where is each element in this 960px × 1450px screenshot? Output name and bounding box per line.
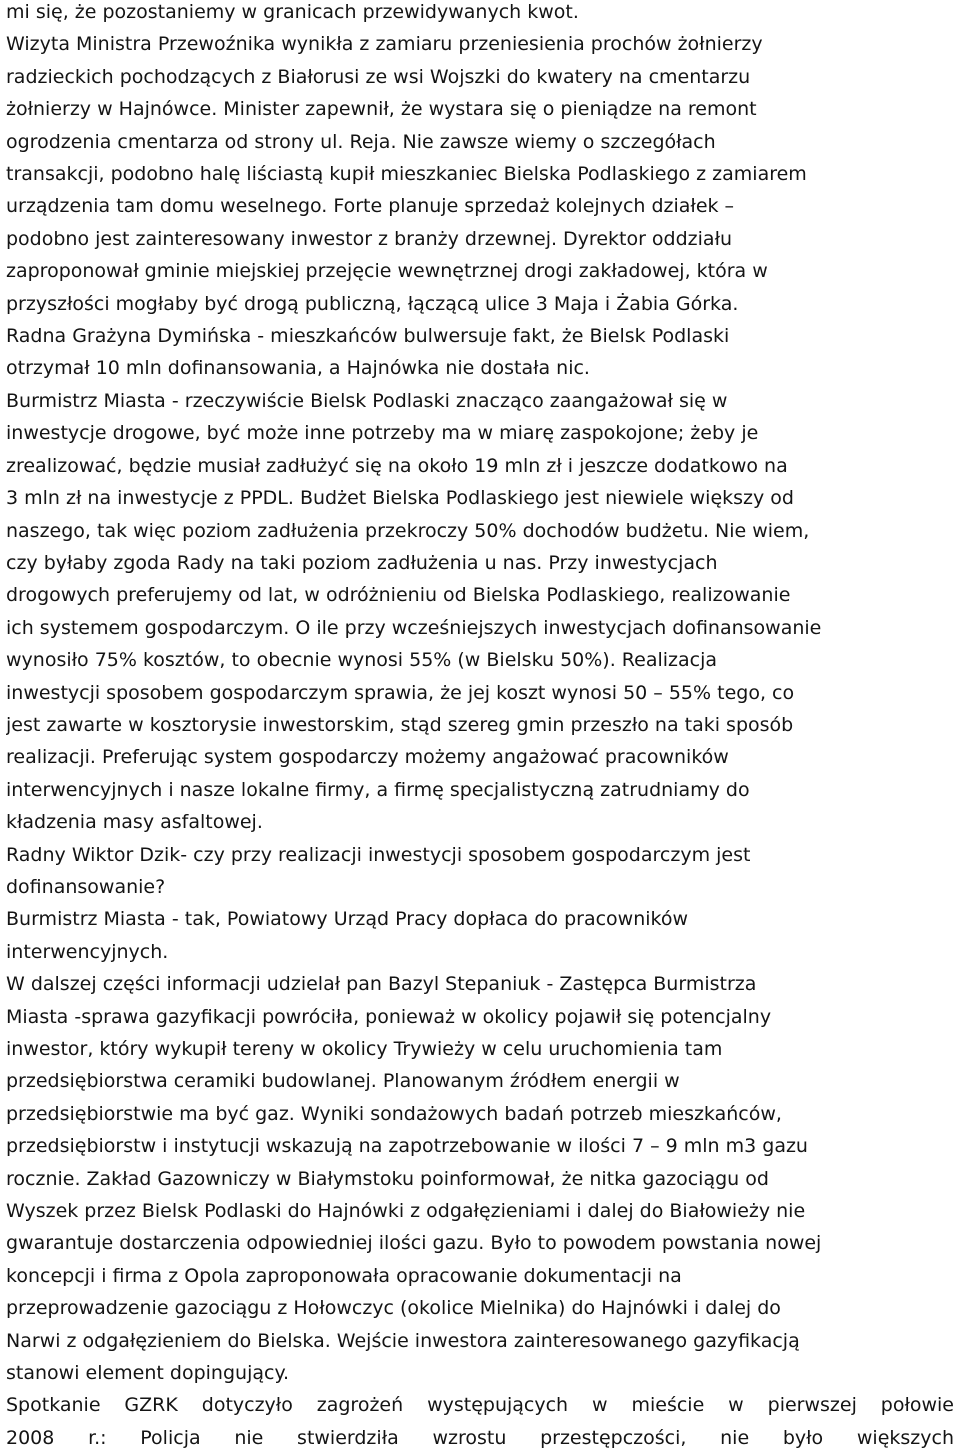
text-line-18: czy byłaby zgoda Rady na taki poziom zadłużenia u nas. Przy inwestycjach [6, 551, 718, 574]
text-line-15: zrealizować, będzie musiał zadłużyć się na około 19 mln zł i jeszcze dodatkowo na [6, 454, 788, 477]
text-line-30: interwencyjnych. [6, 940, 169, 963]
text-line-41: przeprowadzenie gazociągu z Hołowczyc (okolice Mielnika) do Hajnówki i dalej do [6, 1297, 781, 1320]
text-line-2: Wizyta Ministra Przewoźnika wynikła z zamiaru przeniesienia prochów żołnierzy [6, 33, 763, 56]
text-line-22: inwestycji sposobem gospodarczym sprawia, że jej koszt wynosi 50 – 55% tego, co [6, 681, 795, 704]
text-line-38: Wyszek przez Bielsk Podlaski do Hajnówki z odgałęzieniami i dalej do Białowieży nie [6, 1200, 806, 1223]
text-line-19: drogowych preferujemy od lat, w odróżnieniu od Bielska Podlaskiego, realizowanie [6, 584, 791, 607]
text-line-43: stanowi element dopingujący. [6, 1362, 290, 1385]
text-line-3: radzieckich pochodzących z Białorusi ze wsi Wojszki do kwatery na cmentarzu [6, 65, 751, 88]
text-line-20: ich systemem gospodarczym. O ile przy wcześniejszych inwestycjach dofinansowanie [6, 616, 822, 639]
text-line-11: Radna Grażyna Dymińska - mieszkańców bulwersuje fakt, że Bielsk Podlaski [6, 325, 730, 348]
text-line-6: transakcji, podobno halę liściastą kupił mieszkaniec Bielska Podlaskiego z zamiarem [6, 163, 807, 186]
text-line-31: W dalszej części informacji udzielał pan Bazyl Stepaniuk - Zastępca Burmistrza [6, 973, 757, 996]
text-line-25: interwencyjnych i nasze lokalne firmy, a firmę specjalistyczną zatrudniamy do [6, 778, 750, 801]
text-line-9: zaproponował gminie miejskiej przejęcie wewnętrznej drogi zakładowej, która w [6, 260, 768, 283]
text-line-4: żołnierzy w Hajnówce. Minister zapewnił, że wystara się o pieniądze na remont [6, 98, 757, 121]
text-line-37: rocznie. Zakład Gazowniczy w Białymstoku poinformował, że nitka gazociągu od [6, 1167, 769, 1190]
text-line-21: wynosiło 75% kosztów, to obecnie wynosi 55% (w Bielsku 50%). Realizacja [6, 649, 718, 672]
text-line-39: gwarantuje dostarczenia odpowiedniej ilości gazu. Było to powodem powstania nowej [6, 1232, 822, 1255]
text-line-27: Radny Wiktor Dzik- czy przy realizacji inwestycji sposobem gospodarczym jest [6, 843, 751, 866]
text-line-28: dofinansowanie? [6, 875, 166, 898]
text-line-45: 2008 r.: Policja nie stwierdziła wzrostu przestępczości, nie było większych [6, 1426, 954, 1449]
text-line-17: naszego, tak więc poziom zadłużenia przekroczy 50% dochodów budżetu. Nie wiem, [6, 519, 810, 542]
text-line-42: Narwi z odgałęzieniem do Bielska. Wejście inwestora zainteresowanego gazyfikacją [6, 1329, 800, 1352]
text-line-32: Miasta -sprawa gazyfikacji powróciła, ponieważ w okolicy pojawił się potencjalny [6, 1005, 772, 1028]
text-line-14: inwestycje drogowe, być może inne potrzeby ma w miarę zaspokojone; żeby je [6, 422, 759, 445]
text-line-1: mi się, że pozostaniemy w granicach przewidywanych kwot. [6, 1, 579, 23]
text-line-36: przedsiębiorstw i instytucji wskazują na zapotrzebowanie w ilości 7 – 9 mln m3 gazu [6, 1135, 808, 1158]
text-line-24: realizacji. Preferując system gospodarczy możemy angażować pracowników [6, 746, 729, 769]
text-line-16: 3 mln zł na inwestycje z PPDL. Budżet Bielska Podlaskiego jest niewiele większy od [6, 487, 794, 510]
text-line-7: urządzenia tam domu weselnego. Forte planuje sprzedaż kolejnych działek – [6, 195, 735, 218]
text-line-44: Spotkanie GZRK dotyczyło zagrożeń występujących w mieście w pierwszej połowie [6, 1394, 954, 1417]
text-line-5: ogrodzenia cmentarza od strony ul. Reja. Nie zawsze wiemy o szczegółach [6, 130, 716, 153]
text-line-12: otrzymał 10 mln dofinansowania, a Hajnówka nie dostała nic. [6, 357, 590, 380]
text-line-40: koncepcji i firma z Opola zaproponowała opracowanie dokumentacji na [6, 1264, 682, 1287]
text-line-8: podobno jest zainteresowany inwestor z branży drzewnej. Dyrektor oddziału [6, 227, 733, 250]
text-line-34: przedsiębiorstwa ceramiki budowlanej. Planowanym źródłem energii w [6, 1070, 680, 1093]
text-line-23: jest zawarte w kosztorysie inwestorskim, stąd szereg gmin przeszło na taki sposób [6, 713, 794, 736]
text-line-10: przyszłości mogłaby być drogą publiczną, łączącą ulice 3 Maja i Żabia Górka. [6, 292, 739, 315]
text-line-35: przedsiębiorstwie ma być gaz. Wyniki sondażowych badań potrzeb mieszkańców, [6, 1102, 782, 1125]
text-line-33: inwestor, który wykupił tereny w okolicy Trywieży w celu uruchomienia tam [6, 1038, 723, 1060]
text-line-26: kładzenia masy asfaltowej. [6, 811, 263, 834]
text-line-29: Burmistrz Miasta - tak, Powiatowy Urząd Pracy dopłaca do pracowników [6, 908, 689, 931]
text-line-13: Burmistrz Miasta - rzeczywiście Bielsk Podlaski znacząco zaangażował się w [6, 389, 728, 412]
